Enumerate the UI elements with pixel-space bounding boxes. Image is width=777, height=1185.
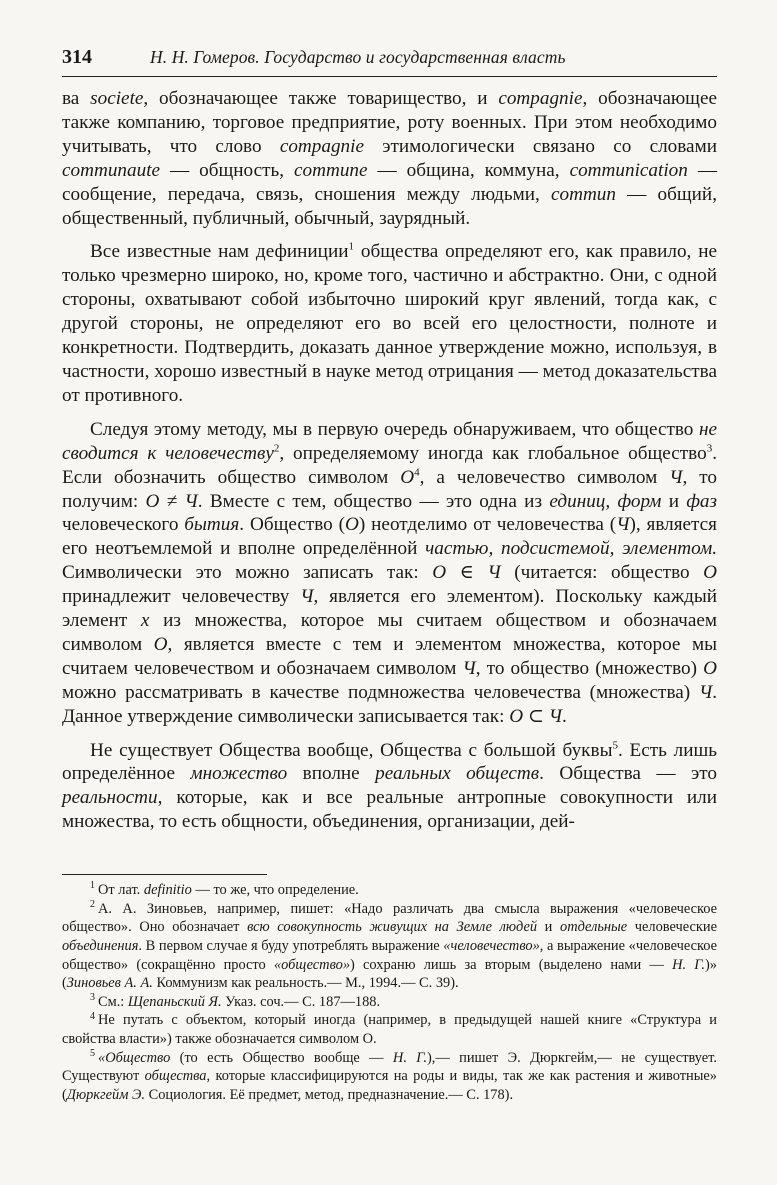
footnote-ref-4: 4 [414,466,420,479]
footnote-ref-3: 3 [706,442,713,455]
paragraph-2: Все известные нам дефиниции$^1$ общества определяют его, как правило, не только чрезмерно широко, но, кроме того, частично и абстрактно. Они, с одной стороны, охватывают собой избыточно широкий круг явлений, тогда как, с другой стороны, не определяют его во всей его целостности, полноте и конкретности. Подтвердить, доказать данное утверждение можно, используя, в частности, хорошо известный в науке метод отрицания — метод доказательства от противного. [62,241,717,406]
paragraph-4: Не существует Общества вообще, Общества с большой буквы$^5$. Есть лишь определённое множество вполне реальных обществ. Общества — это реальности, которые, как и все реальные антропные совокупности или множества, то есть общности, объединения, организации, дей- [62,739,718,833]
footnote-5: $^5$ «Общество (то есть Общество вообще — Н. Г.),— пишет Э. Дюркгейм,— не существует. Существуют общества, которые классифицируются на роды и виды, так же как растения и животные» (Дюркгейм Э. Социология. Её предмет, метод, предназначение.— С. 178). [62,1047,717,1103]
footnote-ref-2: 2 [273,442,280,455]
footnote-1: $^1$ От лат. definitio — то же, что определение. [90,880,359,899]
running-title: Н. Н. Гомеров. Государство и государственная власть [150,47,566,67]
footnote-2: $^2$ А. А. Зиновьев, например, пишет: «Надо различать два смысла выражения «человеческое общество». Оно обозначает всю совокупность живущих на Земле людей и отдельные человеческие объединения. В первом случае я буду употреблять выражение «человечество», а выражение «человеческое общество» (сокращённо просто «общество») сохраню лишь за вторым (выделено нами — Н. Г.)» (Зиновьев А. А. Коммунизм как реальность.— М., 1994.— С. 39). [62,898,717,992]
page-header [62,44,717,77]
footnote-3: $^3$ См.: Щепаньский Я. Указ. соч.— С. 187—188. [90,991,381,1010]
footnote-ref-5: 5 [612,739,618,752]
footnote-ref-1: 1 [348,241,354,254]
footnote-divider [62,874,267,875]
footnote-4: $^4$ Не путать с объектом, который иногда (например, в предыдущей нашей книге «Структура и свойства власти») также обозначается символом О. [62,1010,717,1047]
paragraph-3: Следуя этому методу, мы в первую очередь обнаруживаем, что общество не сводится к человечеству$^2$, определяемому иногда как глобальное общество$^3$. Если обозначить общество символом $О^4$, а человечество символом Ч, то получим: О ≠ Ч. Вместе с тем, общество — это одна из единиц, форм и фаз человеческого бытия. Общество (О) неотделимо от человечества (Ч), является его неотъемлемой и вполне определённой частью, подсистемой, элементом. Символически это можно записать так: О ∈ Ч (читается: общество О принадлежит человечеству Ч, является его элементом). Поскольку каждый элемент х из множества, которое мы считаем обществом и обозначаем символом О, является вместе с тем и элементом множества, которое мы считаем человечеством и обозначаем символом Ч, то общество (множество) О можно рассматривать в качестве подмножества человечества (множества) Ч. Данное утверждение символически записывается так: О ⊂ Ч. [62,418,718,727]
page-number: 314 [62,46,92,68]
main-text [62,87,717,834]
footnotes [62,881,717,1104]
paragraph-1: ва societe, обозначающее также товарищество, и compagnie, обозначающее также компанию, торговое предприятие, роту военных. При этом необходимо учитывать, что слово compagnie этимологически связано со словами communaute — общность, commune — община, коммуна, communication — сообщение, передача, связь, сношения между людьми, commun — общий, общественный, публичный, обычный, заурядный. [62,88,718,229]
